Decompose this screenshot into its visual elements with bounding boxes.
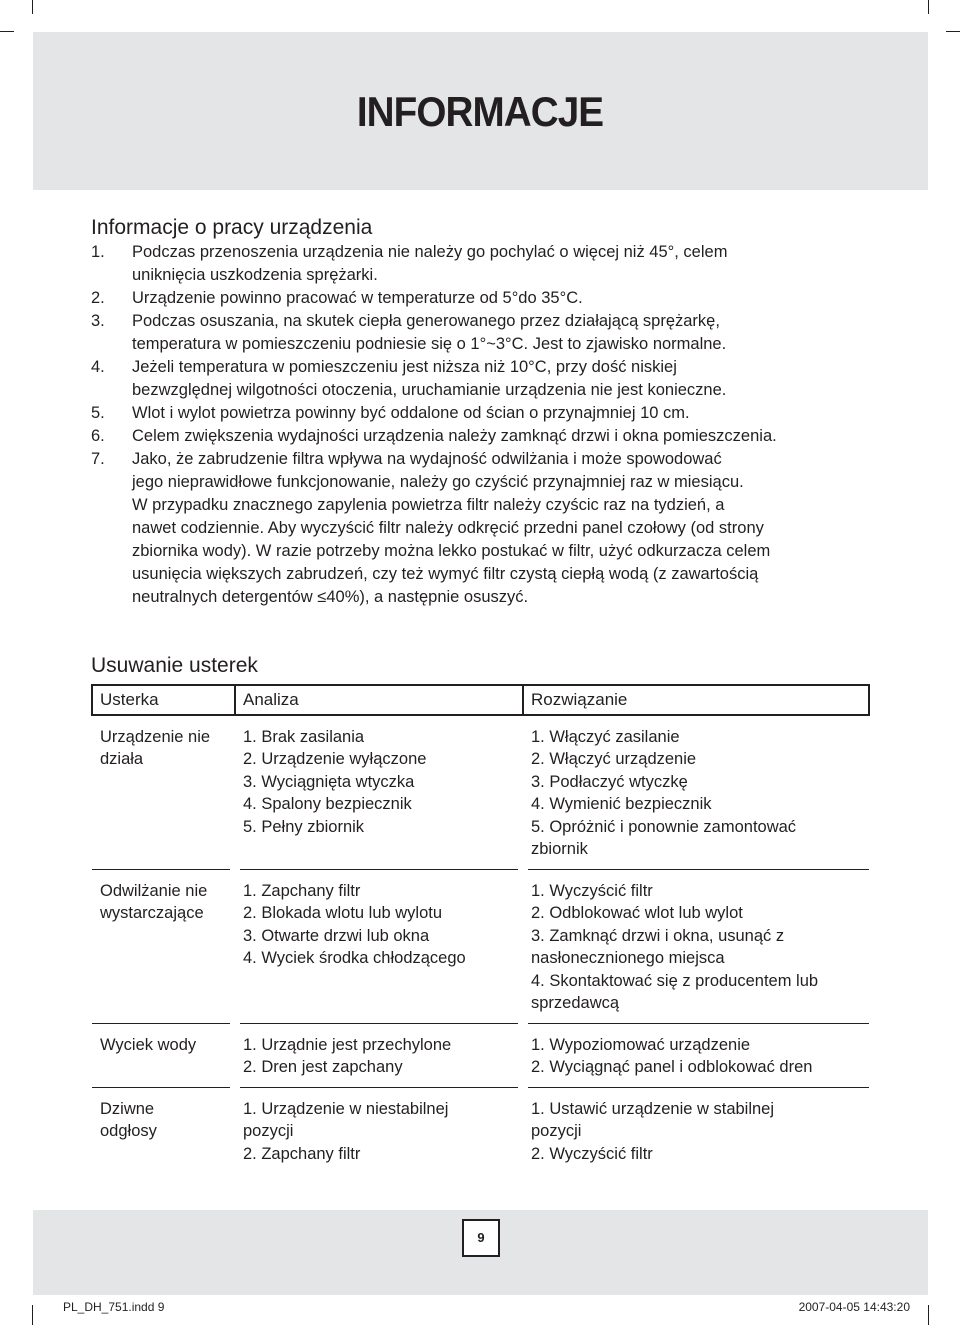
analysis-cell-line: 1. Zapchany filtr	[243, 881, 361, 900]
list-item-text: W przypadku znacznego zapylenia powietrza filtr należy czyścic raz na tydzień, a	[132, 496, 725, 514]
solution-cell-line: 2. Odblokować wlot lub wylot	[531, 904, 743, 922]
list-item-number: 4.	[91, 358, 105, 376]
list-item-number: 2.	[91, 289, 105, 307]
list-item-number: 6.	[91, 427, 105, 445]
analysis-cell-line: 1. Urządnie jest przechylone	[243, 1035, 452, 1054]
list-item	[91, 448, 881, 609]
list-item	[91, 241, 881, 287]
solution-cell-line: 1. Włączyć zasilanie	[531, 727, 680, 746]
list-item-text: nawet codziennie. Aby wyczyścić filtr należy odkręcić przedni panel czołowy (od strony	[132, 519, 764, 537]
solution-cell-line: 2. Wyczyścić filtr	[531, 1144, 653, 1163]
crop-mark-top-right	[928, 0, 929, 14]
crop-mark-top-left	[32, 0, 33, 14]
list-item-text: neutralnych detergentów ≤40%), a następnie osuszyć.	[132, 588, 529, 606]
analysis-cell-line: 1. Brak zasilania	[243, 727, 365, 746]
fault-cell-line: Urządzenie nie	[100, 727, 211, 746]
solution-cell	[523, 870, 869, 1024]
list-item	[91, 310, 881, 356]
page-number: 9	[462, 1219, 500, 1257]
solution-cell-line: 4. Wymienić bezpiecznik	[531, 795, 712, 813]
solution-cell-line: zbiornik	[531, 840, 588, 858]
solution-cell-line: 4. Skontaktować się z producentem lub	[531, 971, 819, 990]
list-item-text: Celem zwiększenia wydajności urządzenia należy zamknąć drzwi i okna pomieszczenia.	[132, 427, 777, 445]
analysis-cell-line: 2. Urządzenie wyłączone	[243, 750, 427, 768]
slug-filename: PL_DH_751.indd 9	[63, 1300, 165, 1314]
fault-cell-line: Wyciek wody	[100, 1035, 197, 1054]
header-analysis: Analiza	[235, 685, 523, 715]
table-row	[92, 1088, 869, 1174]
table-row	[92, 1024, 869, 1088]
header-solution: Rozwiązanie	[523, 685, 869, 715]
table-body	[92, 715, 869, 1174]
table-header-row	[92, 685, 869, 715]
list-item	[91, 356, 881, 402]
fault-cell-line: działa	[100, 750, 144, 768]
table-row	[92, 870, 869, 1024]
solution-cell-line: 1. Ustawić urządzenie w stabilnej	[531, 1099, 775, 1118]
fault-cell-line: Dziwne	[100, 1099, 155, 1118]
fault-cell	[92, 870, 235, 1024]
solution-cell-line: 1. Wypoziomować urządzenie	[531, 1035, 751, 1054]
solution-cell-line: nasłonecznionego miejsca	[531, 949, 725, 967]
crop-mark-bottom-right	[928, 1305, 929, 1325]
analysis-cell-line: 2. Dren jest zapchany	[243, 1058, 403, 1076]
list-item-text: Podczas osuszania, na skutek ciepła generowanego przez działającą sprężarkę,	[132, 312, 720, 330]
list-item-text: bezwzględnej wilgotności otoczenia, uruchamianie urządzenia nie jest konieczne.	[132, 381, 727, 399]
analysis-cell-line: pozycji	[243, 1122, 294, 1140]
analysis-cell-line: 2. Blokada wlotu lub wylotu	[243, 904, 443, 922]
list-item-text: jego nieprawidłowe funkcjonowanie, należy go czyścić przynajmniej raz w miesiącu.	[132, 473, 744, 491]
fault-cell	[92, 715, 235, 870]
list-item-number: 3.	[91, 312, 105, 330]
list-item-number: 5.	[91, 404, 105, 422]
crop-mark-bottom-left	[32, 1305, 33, 1325]
analysis-cell-line: 3. Otwarte drzwi lub okna	[243, 926, 430, 945]
analysis-cell	[235, 715, 523, 870]
list-item	[91, 287, 881, 310]
fault-cell-line: Odwilżanie nie	[100, 881, 208, 900]
list-item-text: Urządzenie powinno pracować w temperaturze od 5°do 35°C.	[132, 289, 583, 307]
solution-cell	[523, 1024, 869, 1088]
solution-cell-line: 3. Zamknąć drzwi i okna, usunąć z	[531, 926, 785, 945]
info-list	[91, 241, 881, 609]
list-item	[91, 402, 881, 425]
fault-cell-line: odgłosy	[100, 1122, 157, 1140]
crop-mark-right-top	[946, 31, 960, 32]
analysis-cell-line: 5. Pełny zbiornik	[243, 817, 365, 836]
solution-cell-line: 1. Wyczyścić filtr	[531, 881, 653, 900]
list-item-number: 1.	[91, 243, 105, 261]
list-item-text: temperatura w pomieszczeniu podniesie się o 1°~3°C. Jest to zjawisko normalne.	[132, 335, 727, 353]
list-item-text: zbiornika wody). W razie potrzeby można lekko postukać w filtr, użyć odkurzacza celem	[132, 542, 771, 560]
analysis-cell-line: 4. Spalony bezpiecznik	[243, 795, 412, 813]
analysis-cell-line: 2. Zapchany filtr	[243, 1144, 361, 1163]
analysis-cell	[235, 1024, 523, 1088]
troubleshooting-title: Usuwanie usterek	[91, 654, 258, 677]
analysis-cell-line: 1. Urządzenie w niestabilnej	[243, 1099, 449, 1118]
header-fault: Usterka	[92, 685, 235, 715]
table-row	[92, 715, 869, 870]
solution-cell	[523, 715, 869, 870]
list-item-text: Wlot i wylot powietrza powinny być oddalone od ścian o przynajmniej 10 cm.	[132, 404, 690, 422]
list-item-text: Jeżeli temperatura w pomieszczeniu jest niższa niż 10°C, przy dość niskiej	[132, 358, 677, 376]
list-item-text: Jako, że zabrudzenie filtra wpływa na wydajność odwilżania i może spowodować	[132, 450, 722, 468]
slug-timestamp: 2007-04-05 14:43:20	[798, 1300, 910, 1314]
crop-mark-left-top	[0, 31, 14, 32]
analysis-cell-line: 4. Wyciek środka chłodzącego	[243, 949, 466, 967]
list-item-text: usunięcia większych zabrudzeń, czy też wymyć filtr czystą ciepłą wodą (z zawartością	[132, 565, 759, 583]
solution-cell-line: 2. Włączyć urządzenie	[531, 750, 697, 768]
info-section-title: Informacje o pracy urządzenia	[91, 216, 373, 239]
fault-cell	[92, 1024, 235, 1088]
analysis-cell	[235, 870, 523, 1024]
solution-cell	[523, 1088, 869, 1174]
fault-cell-line: wystarczające	[100, 904, 204, 922]
analysis-cell	[235, 1088, 523, 1174]
list-item-text: uniknięcia uszkodzenia sprężarki.	[132, 266, 378, 284]
solution-cell-line: 2. Wyciągnąć panel i odblokować dren	[531, 1058, 813, 1076]
page-title: INFORMACJE	[356, 88, 604, 135]
list-item	[91, 425, 881, 448]
troubleshooting-table	[91, 684, 870, 1173]
solution-cell-line: 5. Opróżnić i ponownie zamontować	[531, 817, 797, 836]
solution-cell-line: pozycji	[531, 1122, 582, 1140]
list-item-number: 7.	[91, 450, 105, 468]
fault-cell	[92, 1088, 235, 1174]
solution-cell-line: sprzedawcą	[531, 994, 620, 1012]
analysis-cell-line: 3. Wyciągnięta wtyczka	[243, 772, 415, 791]
list-item-text: Podczas przenoszenia urządzenia nie należy go pochylać o więcej niż 45°, celem	[132, 243, 728, 261]
solution-cell-line: 3. Podłaczyć wtyczkę	[531, 772, 688, 791]
